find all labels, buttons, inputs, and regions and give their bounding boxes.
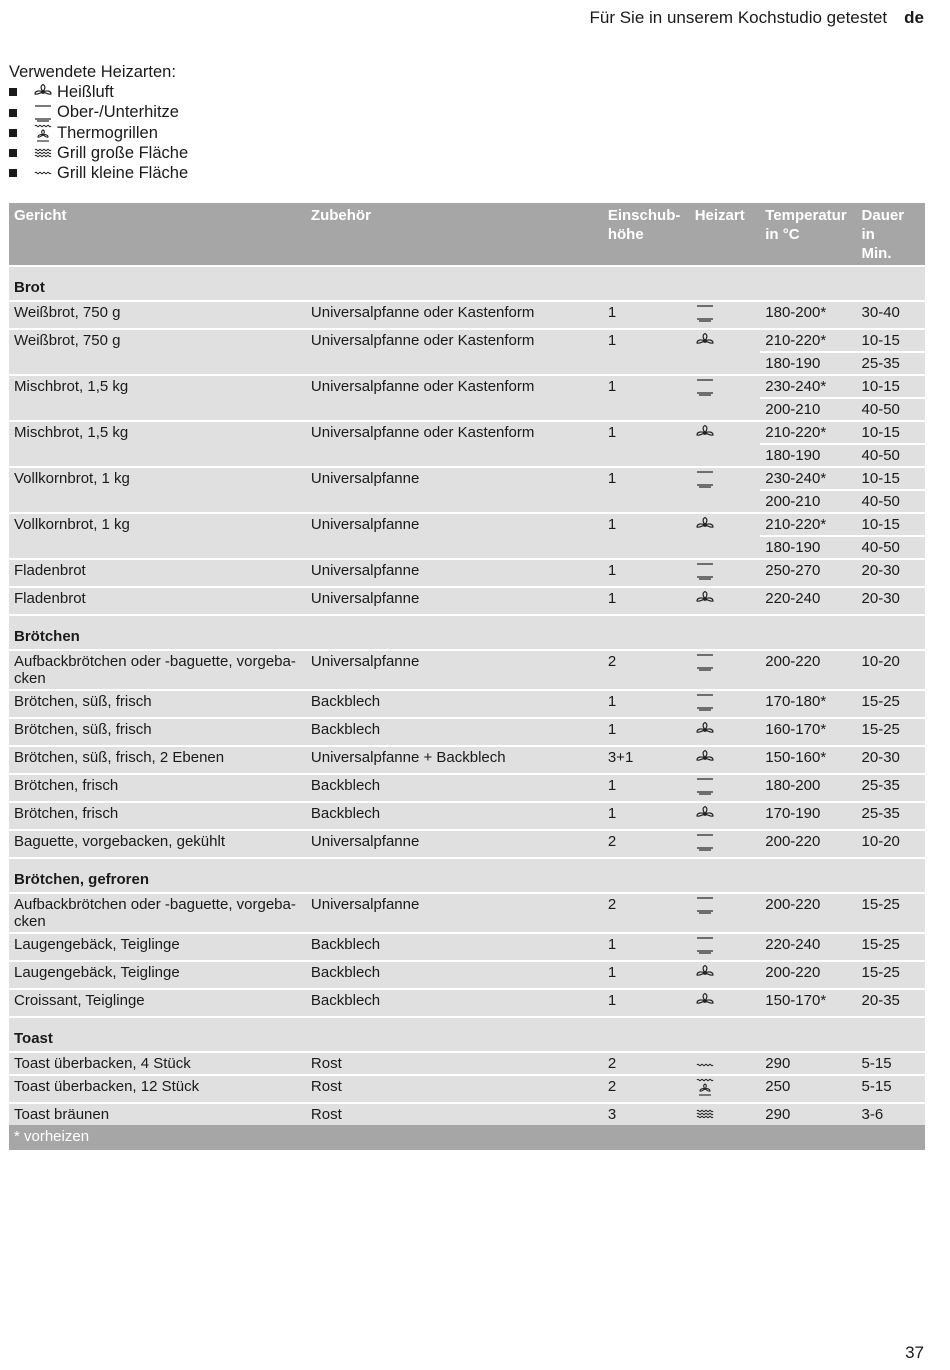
level-cell: 1 <box>603 933 690 961</box>
level-cell: 3+1 <box>603 746 690 774</box>
level-cell: 1 <box>603 329 690 375</box>
temperature-cell: 150-160* <box>760 746 856 774</box>
temperature-cell: 180-190 <box>760 444 856 467</box>
legend-label: Heißluft <box>57 83 114 102</box>
temperature-cell: 170-190 <box>760 802 856 830</box>
fan-icon <box>695 516 715 538</box>
legend-item <box>9 123 188 143</box>
table-row <box>9 587 925 615</box>
duration-cell: 15-25 <box>857 718 925 746</box>
fan-icon <box>33 83 53 101</box>
table-row <box>9 690 925 718</box>
heating-mode-cell <box>690 1075 761 1103</box>
level-cell: 1 <box>603 718 690 746</box>
heating-mode-cell <box>690 802 761 830</box>
accessory-cell: Backblech <box>306 933 603 961</box>
top-bottom-heat-icon <box>695 562 715 584</box>
temperature-cell: 200-220 <box>760 961 856 989</box>
temperature-cell: 250-270 <box>760 559 856 587</box>
temperature-cell: 210-220* <box>760 513 856 536</box>
heating-mode-cell <box>690 587 761 615</box>
table-row <box>9 961 925 989</box>
dish-cell: Mischbrot, 1,5 kg <box>9 421 306 467</box>
legend-item <box>9 143 188 163</box>
duration-cell: 20-30 <box>857 746 925 774</box>
temperature-cell: 200-220 <box>760 893 856 933</box>
heating-mode-cell <box>690 690 761 718</box>
page-number: 37 <box>905 1343 924 1362</box>
heating-modes-legend <box>9 62 188 183</box>
heating-mode-cell <box>690 718 761 746</box>
top-bottom-heat-icon <box>695 304 715 326</box>
heating-mode-cell <box>690 989 761 1017</box>
temperature-cell: 230-240* <box>760 467 856 490</box>
accessory-cell: Universalpfanne <box>306 587 603 615</box>
accessory-cell: Universalpfanne oder Kastenform <box>306 301 603 329</box>
dish-cell: Aufbackbrötchen oder -baguette, vorgeba- cken <box>9 650 306 690</box>
header-temperature: Temperatur in °C <box>760 203 856 266</box>
dish-cell: Toast bräunen <box>9 1103 306 1125</box>
level-cell: 1 <box>603 467 690 513</box>
accessory-cell: Universalpfanne <box>306 830 603 858</box>
level-cell: 1 <box>603 421 690 467</box>
table-row <box>9 301 925 329</box>
heating-mode-cell <box>690 893 761 933</box>
table-header-row <box>9 203 925 266</box>
duration-cell: 10-15 <box>857 467 925 490</box>
accessory-cell: Rost <box>306 1103 603 1125</box>
temperature-cell: 250 <box>760 1075 856 1103</box>
thermogrill-icon <box>695 1078 715 1100</box>
accessory-cell: Universalpfanne <box>306 467 603 513</box>
accessory-cell: Universalpfanne <box>306 650 603 690</box>
temperature-cell: 200-210 <box>760 490 856 513</box>
temperature-cell: 180-200* <box>760 301 856 329</box>
level-cell: 1 <box>603 989 690 1017</box>
accessory-cell: Backblech <box>306 690 603 718</box>
level-cell: 1 <box>603 587 690 615</box>
bullet <box>9 88 17 96</box>
temperature-cell: 200-210 <box>760 398 856 421</box>
table-row <box>9 467 925 490</box>
duration-cell: 3-6 <box>857 1103 925 1125</box>
legend-label: Ober-/Unterhitze <box>57 103 179 122</box>
duration-cell: 30-40 <box>857 301 925 329</box>
baking-table <box>9 203 925 1150</box>
dish-cell: Croissant, Teiglinge <box>9 989 306 1017</box>
table-row <box>9 1103 925 1125</box>
accessory-cell: Universalpfanne <box>306 893 603 933</box>
level-cell: 3 <box>603 1103 690 1125</box>
grill-large-icon <box>33 148 53 158</box>
grill-large-icon <box>695 1106 715 1123</box>
accessory-cell: Rost <box>306 1075 603 1103</box>
temperature-cell: 160-170* <box>760 718 856 746</box>
duration-cell: 20-35 <box>857 989 925 1017</box>
heating-mode-cell <box>690 467 761 513</box>
heating-mode-cell <box>690 301 761 329</box>
legend-heading: Verwendete Heizarten: <box>9 63 176 81</box>
duration-cell: 10-20 <box>857 650 925 690</box>
heating-mode-cell <box>690 830 761 858</box>
temperature-cell: 200-220 <box>760 650 856 690</box>
level-cell: 1 <box>603 375 690 421</box>
header-duration: Dauer in Min. <box>857 203 925 266</box>
heating-mode-cell <box>690 1103 761 1125</box>
duration-cell: 25-35 <box>857 352 925 375</box>
duration-cell: 20-30 <box>857 587 925 615</box>
duration-cell: 15-25 <box>857 961 925 989</box>
top-bottom-heat-icon <box>695 653 715 675</box>
heating-mode-cell <box>690 746 761 774</box>
temperature-cell: 220-240 <box>760 933 856 961</box>
duration-cell: 40-50 <box>857 398 925 421</box>
table-row <box>9 1075 925 1103</box>
table-row <box>9 329 925 352</box>
accessory-cell: Universalpfanne oder Kastenform <box>306 329 603 375</box>
duration-cell: 40-50 <box>857 444 925 467</box>
top-bottom-heat-icon <box>695 378 715 400</box>
accessory-cell: Backblech <box>306 802 603 830</box>
table-row <box>9 802 925 830</box>
heating-mode-cell <box>690 421 761 467</box>
table-row <box>9 559 925 587</box>
heating-mode-cell <box>690 933 761 961</box>
duration-cell: 5-15 <box>857 1075 925 1103</box>
section-title: Brötchen, gefroren <box>9 858 925 893</box>
dish-cell: Weißbrot, 750 g <box>9 301 306 329</box>
fan-icon <box>695 992 715 1014</box>
dish-cell: Laugengebäck, Teiglinge <box>9 961 306 989</box>
section-title: Brot <box>9 266 925 301</box>
section-title: Toast <box>9 1017 925 1052</box>
dish-cell: Aufbackbrötchen oder -baguette, vorgeba- cken <box>9 893 306 933</box>
dish-cell: Fladenbrot <box>9 587 306 615</box>
legend-label: Grill große Fläche <box>57 143 189 162</box>
duration-cell: 15-25 <box>857 933 925 961</box>
level-cell: 2 <box>603 893 690 933</box>
accessory-cell: Backblech <box>306 774 603 802</box>
accessory-cell: Universalpfanne + Backblech <box>306 746 603 774</box>
temperature-cell: 220-240 <box>760 587 856 615</box>
legend-item <box>9 82 188 102</box>
dish-cell: Brötchen, frisch <box>9 774 306 802</box>
accessory-cell: Backblech <box>306 718 603 746</box>
fan-icon <box>695 964 715 986</box>
dish-cell: Toast überbacken, 12 Stück <box>9 1075 306 1103</box>
level-cell: 2 <box>603 1075 690 1103</box>
accessory-cell: Universalpfanne <box>306 513 603 559</box>
top-bottom-heat-icon <box>695 693 715 715</box>
legend-label: Thermogrillen <box>57 123 158 142</box>
bullet <box>9 149 17 157</box>
heating-mode-cell <box>690 375 761 421</box>
bullet <box>9 109 17 117</box>
duration-cell: 10-15 <box>857 513 925 536</box>
heating-mode-cell <box>690 774 761 802</box>
top-bottom-heat-icon <box>695 833 715 855</box>
fan-icon <box>695 749 715 771</box>
temperature-cell: 180-200 <box>760 774 856 802</box>
dish-cell: Toast überbacken, 4 Stück <box>9 1052 306 1075</box>
temperature-cell: 150-170* <box>760 989 856 1017</box>
level-cell: 1 <box>603 774 690 802</box>
legend-label: Grill kleine Fläche <box>57 164 189 183</box>
top-bottom-heat-icon <box>695 936 715 958</box>
dish-cell: Fladenbrot <box>9 559 306 587</box>
top-bottom-heat-icon <box>695 470 715 492</box>
duration-cell: 40-50 <box>857 536 925 559</box>
footnote: * vorheizen <box>9 1125 925 1150</box>
header-title: Für Sie in unserem Kochstudio getestet <box>589 8 888 27</box>
top-bottom-heat-icon <box>33 104 53 122</box>
duration-cell: 15-25 <box>857 690 925 718</box>
level-cell: 1 <box>603 301 690 329</box>
level-cell: 2 <box>603 830 690 858</box>
table-row <box>9 933 925 961</box>
heating-mode-cell <box>690 650 761 690</box>
table-row <box>9 718 925 746</box>
duration-cell: 15-25 <box>857 893 925 933</box>
bullet <box>9 129 17 137</box>
temperature-cell: 230-240* <box>760 375 856 398</box>
duration-cell: 25-35 <box>857 802 925 830</box>
level-cell: 2 <box>603 1052 690 1075</box>
level-cell: 1 <box>603 513 690 559</box>
heating-mode-cell <box>690 1052 761 1075</box>
table-row <box>9 421 925 444</box>
temperature-cell: 290 <box>760 1103 856 1125</box>
grill-small-icon <box>33 170 53 176</box>
accessory-cell: Backblech <box>306 989 603 1017</box>
temperature-cell: 170-180* <box>760 690 856 718</box>
heating-mode-cell <box>690 513 761 559</box>
fan-icon <box>695 721 715 743</box>
legend-item <box>9 102 188 122</box>
table-row <box>9 893 925 933</box>
dish-cell: Brötchen, süß, frisch, 2 Ebenen <box>9 746 306 774</box>
dish-cell: Baguette, vorgebacken, gekühlt <box>9 830 306 858</box>
level-cell: 2 <box>603 650 690 690</box>
table-row <box>9 513 925 536</box>
table-row <box>9 650 925 690</box>
table-row <box>9 989 925 1017</box>
legend-item <box>9 163 188 183</box>
table-row <box>9 746 925 774</box>
fan-icon <box>695 424 715 446</box>
section-title: Brötchen <box>9 615 925 650</box>
top-bottom-heat-icon <box>695 896 715 918</box>
temperature-cell: 210-220* <box>760 329 856 352</box>
dish-cell: Brötchen, süß, frisch <box>9 690 306 718</box>
header-heating-mode: Heizart <box>690 203 761 266</box>
fan-icon <box>695 805 715 827</box>
heating-mode-cell <box>690 961 761 989</box>
heating-mode-cell <box>690 559 761 587</box>
duration-cell: 10-15 <box>857 375 925 398</box>
level-cell: 1 <box>603 559 690 587</box>
fan-icon <box>695 590 715 612</box>
heating-mode-cell <box>690 329 761 375</box>
duration-cell: 5-15 <box>857 1052 925 1075</box>
duration-cell: 40-50 <box>857 490 925 513</box>
level-cell: 1 <box>603 690 690 718</box>
dish-cell: Mischbrot, 1,5 kg <box>9 375 306 421</box>
duration-cell: 10-15 <box>857 329 925 352</box>
table-row <box>9 375 925 398</box>
accessory-cell: Rost <box>306 1052 603 1075</box>
temperature-cell: 290 <box>760 1052 856 1075</box>
accessory-cell: Universalpfanne <box>306 559 603 587</box>
language-tag: de <box>904 8 924 27</box>
temperature-cell: 210-220* <box>760 421 856 444</box>
duration-cell: 25-35 <box>857 774 925 802</box>
dish-cell: Vollkornbrot, 1 kg <box>9 467 306 513</box>
dish-cell: Brötchen, frisch <box>9 802 306 830</box>
accessory-cell: Backblech <box>306 961 603 989</box>
grill-small-icon <box>695 1055 715 1072</box>
level-cell: 1 <box>603 802 690 830</box>
duration-cell: 10-20 <box>857 830 925 858</box>
dish-cell: Vollkornbrot, 1 kg <box>9 513 306 559</box>
accessory-cell: Universalpfanne oder Kastenform <box>306 421 603 467</box>
duration-cell: 10-15 <box>857 421 925 444</box>
accessory-cell: Universalpfanne oder Kastenform <box>306 375 603 421</box>
bullet <box>9 169 17 177</box>
thermogrill-icon <box>33 124 53 142</box>
page-header <box>589 8 924 28</box>
dish-cell: Brötchen, süß, frisch <box>9 718 306 746</box>
table-row <box>9 830 925 858</box>
header-dish: Gericht <box>9 203 306 266</box>
temperature-cell: 180-190 <box>760 352 856 375</box>
level-cell: 1 <box>603 961 690 989</box>
table-row <box>9 774 925 802</box>
header-accessory: Zubehör <box>306 203 603 266</box>
temperature-cell: 200-220 <box>760 830 856 858</box>
duration-cell: 20-30 <box>857 559 925 587</box>
fan-icon <box>695 332 715 354</box>
dish-cell: Weißbrot, 750 g <box>9 329 306 375</box>
table-row <box>9 1052 925 1075</box>
top-bottom-heat-icon <box>695 777 715 799</box>
temperature-cell: 180-190 <box>760 536 856 559</box>
header-level: Einschub- höhe <box>603 203 690 266</box>
dish-cell: Laugengebäck, Teiglinge <box>9 933 306 961</box>
